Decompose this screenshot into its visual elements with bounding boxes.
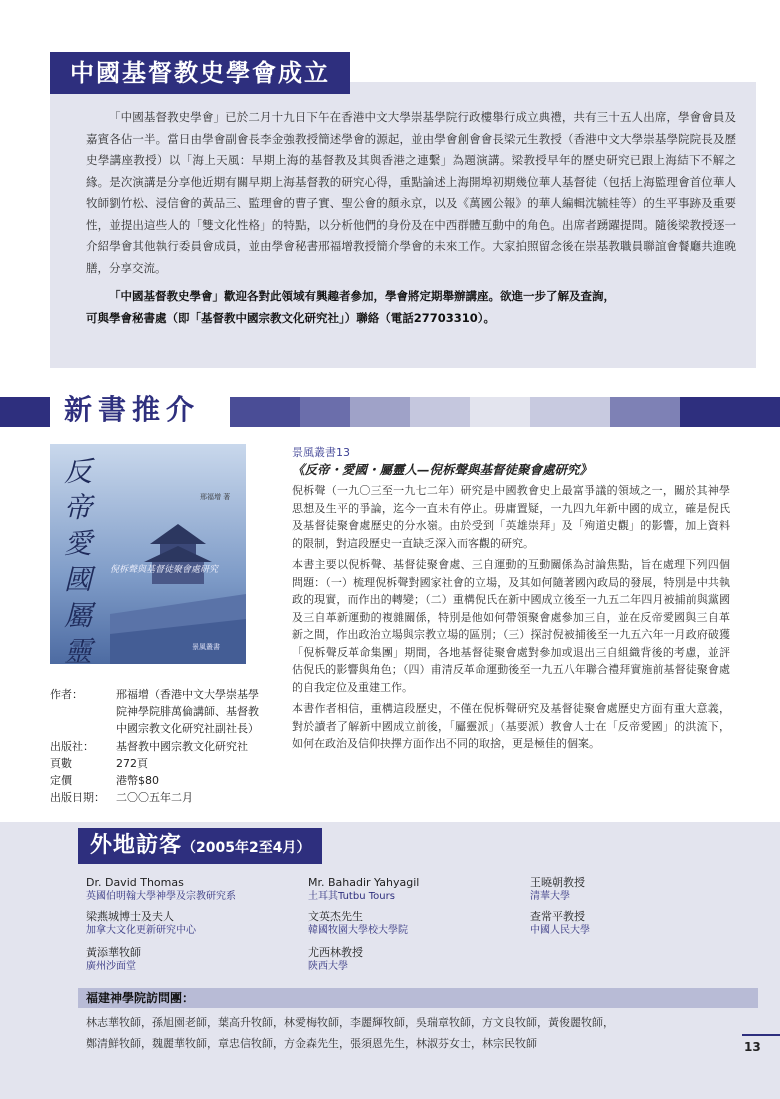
book-cover-title-art: 反帝愛國屬靈 bbox=[64, 455, 93, 664]
visitor-entry: 查常平教授 中國人民大學 bbox=[530, 910, 590, 936]
visitor-entry: Mr. Bahadir Yahyagil 土耳其Tutbu Tours bbox=[308, 876, 420, 902]
visitor-entry: 黃添華牧師 廣州沙面堂 bbox=[86, 946, 141, 972]
visitor-entry: 王曉朝教授 清華大學 bbox=[530, 876, 585, 902]
book-description-paragraph: 本書主要以倪柝聲、基督徒聚會處、三自運動的互動關係為討論焦點，旨在處理下列四個問題：（一）梳理倪柝聲對國家社會的立場，及其如何隨著國內政局的發展，特別是中共執政的現實，而作出的轉變；（二）重構倪氏在新中國成立後至一九五二年四月被捕前與黨國及三自革新運動的複雜關係，特別是他如何帶領聚會處參加三自，並在反帝愛國與三自革新之間，作出政治立場與宗教立場的區別；（三）探討倪被捕後至一九五六年一月政府破獲「倪柝聲反革命集團」期間，各地基督徒聚會處對參加或退出三自組織背後的考慮，並評估倪氏的影響與角色；（四）甫清反革命運動後至一九五八年聯合禮拜實施前基督徒聚會處的自我定位及重建工作。 bbox=[292, 558, 730, 694]
book-description-paragraph: 本書作者相信，重構這段歷史，不僅在倪柝聲研究及基督徒聚會處歷史方面有重大意義，對於讀者了解新中國成立前後，「屬靈派」（基要派）教會人士在「反帝愛國」的洪流下，如何在政治及信仰抉擇方面作出不同的取捨，更是極佳的個案。 bbox=[292, 702, 730, 750]
fujian-delegation-members: 林志華牧師，孫旭園老師，葉高升牧師，林愛梅牧師，李麗輝牧師，吳瑞章牧師，方文良牧師，黃俊麗牧師， 鄭清鮮牧師，魏麗華牧師，章忠信牧師，方金森先生，張須恩先生，林淑芬女士，林宗民牧師 bbox=[86, 1016, 614, 1050]
visitor-entry: Dr. David Thomas 英國伯明翰大學神學及宗教研究系 bbox=[86, 876, 236, 902]
visitors-title: 外地訪客（2005年2至4月） bbox=[78, 828, 322, 864]
page-number: 13 bbox=[744, 1040, 761, 1054]
society-paragraph: 「中國基督教史學會」已於二月十九日下午在香港中文大學崇基學院行政樓舉行成立典禮，共有三十五人出席，學會會員及嘉賓各佔一半。當日由學會副會長李金強教授簡述學會的源起，並由學會創會會長梁元生教授（香港中文大學崇基學院院長及歷史學講座教授）以「海上天風：早期上海的基督教及其與香港之連繫」為題演講。梁教授早年的歷史研究已跟上海結下不解之緣。是次演講是分享他近期有關早期上海基督教的研究心得，重點論述上海開埠初期幾位華人基督徒（包括上海監理會首位華人牧師劉竹松、浸信會的黃品三、監理會的曹子實、聖公會的顏永京，以及《萬國公報》的華人編輯沈毓桂等）的生平事跡及重要性，並提出這些人的「雙文化性格」的特點，以分析他們的身份及在中西群體互動中的角色。出席者踴躍提問。隨後梁教授逐一介紹學會其他執行委員會成員，並由學會秘書邢福增教授簡介學會的未來工作。大家拍照留念後在崇基教職員聯誼會餐廳共進晚膳，分享交流。 bbox=[86, 110, 737, 275]
new-books-title: 新書推介 bbox=[50, 390, 214, 430]
society-notice: 「中國基督教史學會」歡迎各對此領域有興趣者參加，學會將定期舉辦講座。欲進一步了解及查詢， 可與學會秘書處（即「基督教中國宗教文化研究社」）聯絡（電話27703310）。 bbox=[86, 289, 615, 325]
book-title: 《反帝・愛國・屬靈人—倪柝聲與基督徒聚會處研究》 bbox=[292, 462, 593, 477]
page-number-rule bbox=[742, 1034, 780, 1036]
book-cover-image bbox=[50, 444, 246, 664]
society-section-title: 中國基督教史學會成立 bbox=[50, 52, 350, 94]
visitor-entry: 文英杰先生 韓國牧園大學校大學院 bbox=[308, 910, 408, 936]
book-description bbox=[292, 482, 730, 757]
book-cover-author: 邢福增 著 bbox=[200, 493, 231, 501]
cover-building-illustration bbox=[110, 504, 246, 664]
book-cover-subtitle: 倪柝聲與基督徒聚會處研究 bbox=[110, 565, 219, 575]
book-series: 景風叢書13 bbox=[292, 446, 350, 459]
book-description-paragraph: 倪柝聲（一九〇三至一九七二年）研究是中國教會史上最富爭議的領域之一，關於其神學思想及生平的爭論，迄今一直未有停止。毋庸置疑，一九四九年新中國的成立，確是倪氏及基督徒聚會處歷史的分水嶺。由於受到「英雄崇拜」及「殉道史觀」的影響，加上資料的限制，對這段歷史一直缺乏深入而客觀的研究。 bbox=[292, 484, 730, 550]
visitor-entry: 尤西林教授 陝西大學 bbox=[308, 946, 363, 972]
fujian-delegation-title: 福建神學院訪問團： bbox=[78, 988, 758, 1008]
book-cover-publisher: 景風叢書 bbox=[192, 643, 220, 651]
visitor-entry: 梁燕城博士及夫人 加拿大文化更新研究中心 bbox=[86, 910, 196, 936]
society-article bbox=[86, 107, 736, 329]
